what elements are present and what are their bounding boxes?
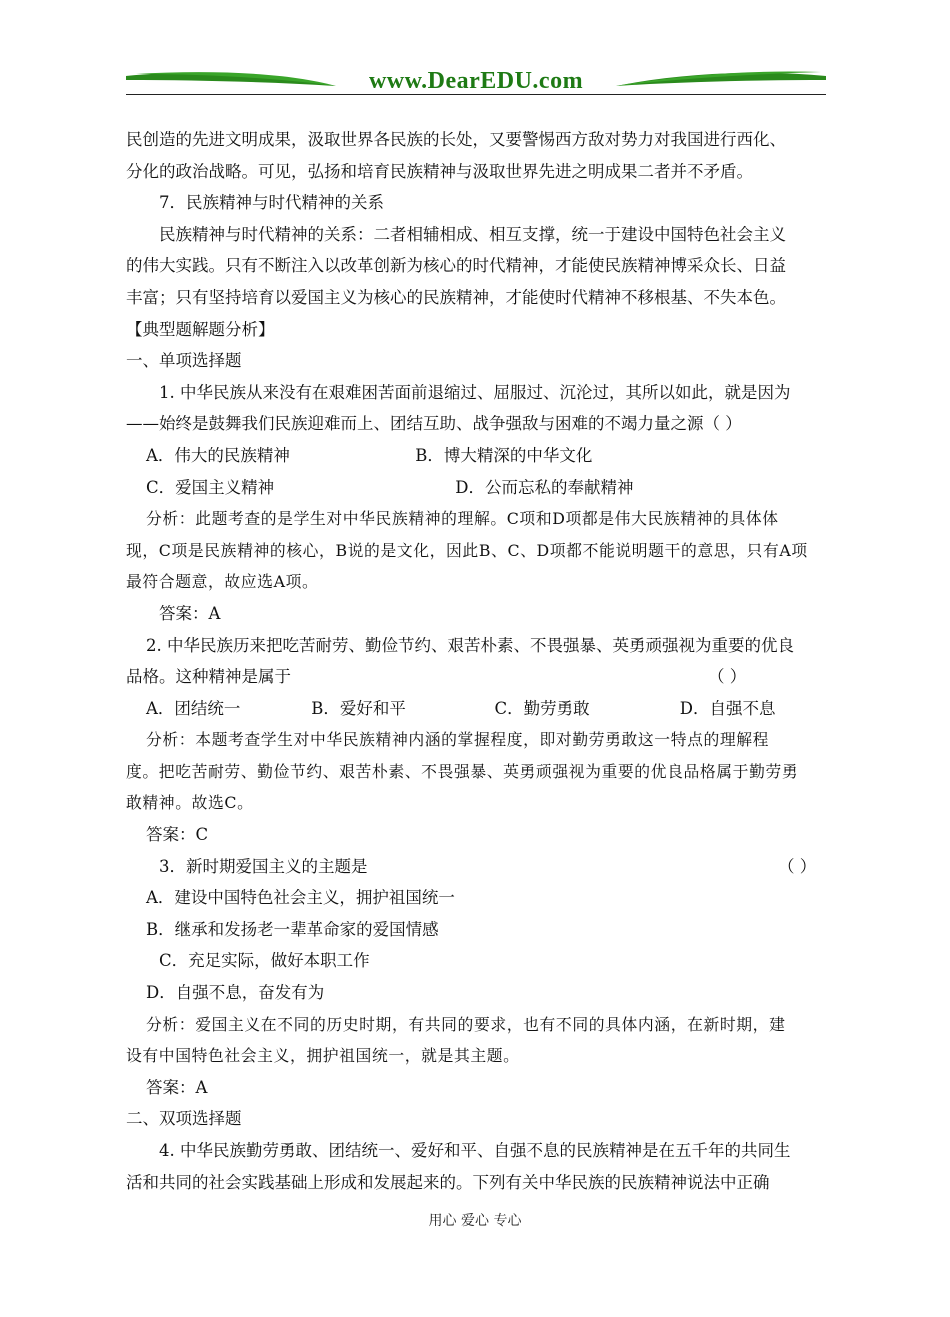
analysis-text: 最符合题意，故应选A项。 bbox=[126, 572, 319, 592]
answer-text: 答案：A bbox=[159, 603, 221, 623]
question-stem: 4. 中华民族勤劳勇敢、团结统一、爱好和平、自强不息的民族精神是在五千年的共同生 bbox=[159, 1141, 791, 1160]
analysis-text: 敢精神。故选C。 bbox=[126, 793, 254, 813]
option-a: A．建设中国特色社会主义，拥护祖国统一 bbox=[146, 888, 455, 908]
part-heading: 一、单项选择题 bbox=[126, 351, 242, 371]
section-heading: 【典型题解题分析】 bbox=[126, 319, 275, 339]
option-b: B．爱好和平 bbox=[311, 698, 406, 718]
option-d: D．自强不息，奋发有为 bbox=[146, 983, 325, 1003]
option-b: B．继承和发扬老一辈革命家的爱国情感 bbox=[146, 919, 439, 939]
analysis-text: 分析：本题考查学生对中华民族精神内涵的掌握程度，即对勤劳勇敢这一特点的理解程 bbox=[146, 730, 770, 750]
paragraph-line: 民族精神与时代精神的关系：二者相辅相成、相互支撑，统一于建设中国特色社会主义 bbox=[159, 224, 786, 244]
document-body bbox=[126, 124, 826, 1198]
option-b: B．博大精深的中华文化 bbox=[415, 445, 593, 465]
analysis-text: 设有中国特色社会主义，拥护祖国统一，就是其主题。 bbox=[126, 1046, 520, 1066]
page-footer: 用心 爱心 专心 bbox=[428, 1213, 522, 1229]
question-stem: ——始终是鼓舞我们民族迎难而上、团结互助、战争强敌与困难的不竭力量之源（ ） bbox=[126, 414, 742, 434]
answer-bracket: （ ） bbox=[778, 856, 817, 876]
analysis-text: 度。把吃苦耐劳、勤俭节约、艰苦朴素、不畏强暴、英勇顽强视为重要的优良品格属于勤劳勇 bbox=[126, 761, 799, 781]
question-stem: 品格。这种精神是属于 bbox=[126, 667, 291, 687]
part-heading: 二、双项选择题 bbox=[126, 1109, 242, 1129]
option-c: C．爱国主义精神 bbox=[146, 477, 275, 497]
header-divider bbox=[126, 94, 826, 95]
paragraph-line: 的伟大实践。只有不断注入以改革创新为核心的时代精神，才能使民族精神博采众长、日益 bbox=[126, 256, 786, 276]
section-heading: 7．民族精神与时代精神的关系 bbox=[159, 193, 384, 213]
question-stem: 活和共同的社会实践基础上形成和发展起来的。下列有关中华民族的民族精神说法中正确 bbox=[126, 1172, 770, 1192]
option-c: C．勤劳勇敢 bbox=[494, 698, 590, 718]
analysis-text: 分析：此题考查的是学生对中华民族精神的理解。C项和D项都是伟大民族精神的具体体 bbox=[146, 509, 779, 529]
question-stem: 3．新时期爱国主义的主题是 bbox=[159, 856, 368, 876]
option-row bbox=[126, 440, 826, 472]
question-stem-row bbox=[126, 661, 826, 693]
option-c: C．充足实际，做好本职工作 bbox=[159, 951, 370, 971]
analysis-text: 分析：爱国主义在不同的历史时期，有共同的要求，也有不同的具体内涵，在新时期，建 bbox=[146, 1014, 786, 1034]
analysis-text: 现，C项是民族精神的核心，B说的是文化，因此B、C、D项都不能说明题干的意思，只有A项 bbox=[126, 540, 808, 560]
option-d: D．自强不息 bbox=[679, 698, 776, 718]
question-stem-row bbox=[126, 851, 826, 883]
question-stem: 2. 中华民族历来把吃苦耐劳、勤俭节约、艰苦朴素、不畏强暴、英勇顽强视为重要的优良 bbox=[146, 635, 794, 655]
option-d: D．公而忘私的奉献精神 bbox=[455, 477, 634, 497]
option-a: A．伟大的民族精神 bbox=[146, 445, 290, 465]
paragraph-line: 分化的政治战略。可见，弘扬和培育民族精神与汲取世界先进之明成果二者并不矛盾。 bbox=[126, 161, 753, 181]
option-row bbox=[126, 472, 826, 504]
question-stem: 1. 中华民族从来没有在艰难困苦面前退缩过、屈服过、沉沦过，其所以如此，就是因为 bbox=[159, 382, 791, 402]
answer-text: 答案：A bbox=[146, 1077, 208, 1097]
answer-text: 答案：C bbox=[146, 825, 209, 845]
option-row bbox=[126, 693, 826, 725]
option-a: A．团结统一 bbox=[146, 698, 241, 718]
answer-bracket: （ ） bbox=[708, 667, 747, 687]
site-logo-text[interactable]: www.DearEDU.com bbox=[368, 68, 584, 94]
paragraph-line: 民创造的先进文明成果，汲取世界各民族的长处，又要警惕西方敌对势力对我国进行西化、 bbox=[126, 130, 786, 149]
paragraph-line: 丰富；只有坚持培育以爱国主义为核心的民族精神，才能使时代精神不移根基、不失本色。 bbox=[126, 287, 786, 307]
